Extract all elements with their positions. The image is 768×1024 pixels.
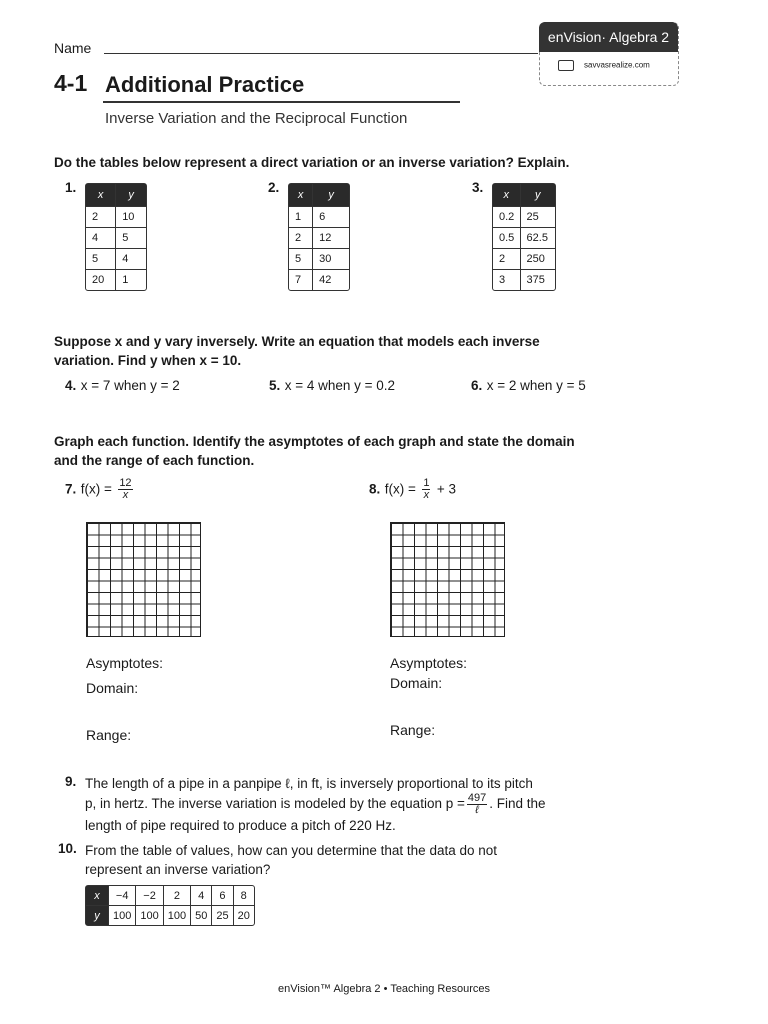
table-cell: 4	[115, 248, 146, 269]
problem-8-fraction	[422, 478, 430, 501]
table-cell: 250	[520, 248, 555, 269]
problem-9-number: 9.	[65, 774, 77, 789]
problem-9-line3: length of pipe required to produce a pitch of 220 Hz.	[85, 818, 396, 833]
problem-8	[369, 478, 456, 501]
table-cell: 50	[190, 905, 211, 925]
table-cell: 62.5	[520, 227, 555, 248]
table-cell: 4	[190, 886, 211, 905]
problem-10-line1: From the table of values, how can you determine that the data do not	[85, 843, 498, 858]
row-x-header: x	[86, 886, 108, 905]
section3-directions	[54, 432, 674, 470]
problem-8-range-label: Range:	[390, 722, 436, 738]
problem-7-domain-label: Domain:	[86, 680, 139, 696]
problem-8-lhs: f(x) =	[384, 481, 416, 497]
col-x-header: x	[86, 184, 115, 206]
lesson-number: 4-1	[54, 70, 88, 96]
table-cell: 42	[312, 269, 349, 290]
problem-8-graph-grid[interactable]	[390, 522, 505, 637]
problem-2-table	[288, 183, 350, 291]
site-url: savvasrealize.com	[584, 60, 650, 70]
problem-7	[65, 478, 135, 501]
section3-directions-line2: and the range of each function.	[54, 453, 255, 468]
problem-7-graph-grid[interactable]	[86, 522, 201, 637]
table-cell: 1	[289, 206, 312, 227]
col-y-header: y	[115, 184, 146, 206]
problem-7-number: 7.	[65, 481, 77, 497]
problem-6-text: x = 2 when y = 5	[486, 378, 586, 393]
table-cell: 30	[312, 248, 349, 269]
problem-9-line2b: . Find the	[489, 796, 546, 812]
fraction-denominator: x	[122, 489, 129, 501]
problem-8-number: 8.	[369, 481, 381, 497]
problem-10-table	[85, 885, 255, 926]
table-cell: 5	[86, 248, 115, 269]
table-cell: 7	[289, 269, 312, 290]
fraction-denominator: ℓ	[475, 804, 479, 816]
page-title: Additional Practice	[105, 72, 305, 97]
table-cell: 5	[115, 227, 146, 248]
fraction-numerator: 497	[467, 792, 487, 804]
problem-7-fraction	[118, 478, 132, 501]
col-x-header: x	[493, 184, 520, 206]
brand-site	[558, 60, 650, 71]
section2-directions-line2: variation. Find y when x = 10.	[54, 353, 242, 368]
table-cell: 20	[86, 269, 115, 290]
problem-6-number: 6.	[471, 378, 483, 393]
table-cell: 3	[493, 269, 520, 290]
table-cell: 25	[211, 905, 232, 925]
problem-9-line1: The length of a pipe in a panpipe ℓ, in ft, is inversely proportional to its pitch	[85, 776, 533, 791]
fraction-numerator: 12	[119, 477, 132, 489]
problem-3-number: 3.	[472, 180, 484, 195]
problem-8-asymptotes-label: Asymptotes:	[390, 655, 468, 671]
table-cell: 12	[312, 227, 349, 248]
laptop-icon	[558, 60, 574, 71]
problem-1-number: 1.	[65, 180, 77, 195]
table-cell: 0.2	[493, 206, 520, 227]
problem-10-line2: represent an inverse variation?	[85, 862, 271, 877]
problem-5-text: x = 4 when y = 0.2	[284, 378, 396, 393]
problem-9-line2	[85, 793, 675, 816]
problem-3-table	[492, 183, 556, 291]
problem-4	[65, 377, 180, 395]
problem-9-fraction	[467, 793, 487, 816]
name-label: Name	[54, 40, 92, 56]
table-cell: 6	[211, 886, 232, 905]
problem-4-number: 4.	[65, 378, 77, 393]
table-cell: 100	[108, 905, 135, 925]
problem-5-number: 5.	[269, 378, 281, 393]
table-cell: 2	[86, 206, 115, 227]
fraction-numerator: 1	[423, 477, 430, 489]
problem-8-domain-label: Domain:	[390, 675, 443, 691]
table-cell: 375	[520, 269, 555, 290]
table-cell: 100	[163, 905, 190, 925]
problem-5	[269, 377, 395, 395]
problem-9-text	[85, 774, 675, 835]
table-cell: 20	[233, 905, 254, 925]
name-line[interactable]	[104, 53, 538, 54]
table-cell: 2	[289, 227, 312, 248]
problem-10-number: 10.	[58, 841, 77, 856]
table-cell: 6	[312, 206, 349, 227]
table-cell: 100	[135, 905, 162, 925]
table-cell: 4	[86, 227, 115, 248]
problem-6	[471, 377, 586, 395]
problem-10-text	[85, 841, 675, 879]
table-cell: 2	[163, 886, 190, 905]
problem-7-asymptotes-label: Asymptotes:	[86, 655, 164, 671]
table-cell: 1	[115, 269, 146, 290]
table-cell: 10	[115, 206, 146, 227]
problem-8-rhs: + 3	[436, 481, 457, 497]
problem-4-text: x = 7 when y = 2	[80, 378, 180, 393]
section2-directions-line1: Suppose x and y vary inversely. Write an equation that models each inverse	[54, 334, 540, 349]
col-y-header: y	[520, 184, 555, 206]
table-cell: 0.5	[493, 227, 520, 248]
title-rule	[103, 101, 460, 103]
section2-directions	[54, 332, 674, 370]
table-cell: −4	[108, 886, 135, 905]
problem-2-number: 2.	[268, 180, 280, 195]
table-cell: 25	[520, 206, 555, 227]
problem-1-table	[85, 183, 147, 291]
brand-logo: enVision· Algebra 2	[539, 22, 678, 52]
section3-directions-line1: Graph each function. Identify the asymptotes of each graph and state the domain	[54, 434, 575, 449]
table-cell: 8	[233, 886, 254, 905]
col-y-header: y	[312, 184, 349, 206]
problem-7-range-label: Range:	[86, 727, 132, 743]
fraction-denominator: x	[423, 489, 430, 501]
table-cell: 5	[289, 248, 312, 269]
page-subtitle: Inverse Variation and the Reciprocal Function	[105, 110, 408, 127]
problem-9-line2a: p, in hertz. The inverse variation is modeled by the equation p =	[85, 796, 465, 812]
table-cell: −2	[135, 886, 162, 905]
section1-directions: Do the tables below represent a direct variation or an inverse variation? Explain.	[54, 155, 570, 170]
row-y-header: y	[86, 905, 108, 925]
col-x-header: x	[289, 184, 312, 206]
problem-7-lhs: f(x) =	[80, 481, 112, 497]
page-footer: enVision™ Algebra 2 • Teaching Resources	[278, 983, 490, 995]
table-cell: 2	[493, 248, 520, 269]
